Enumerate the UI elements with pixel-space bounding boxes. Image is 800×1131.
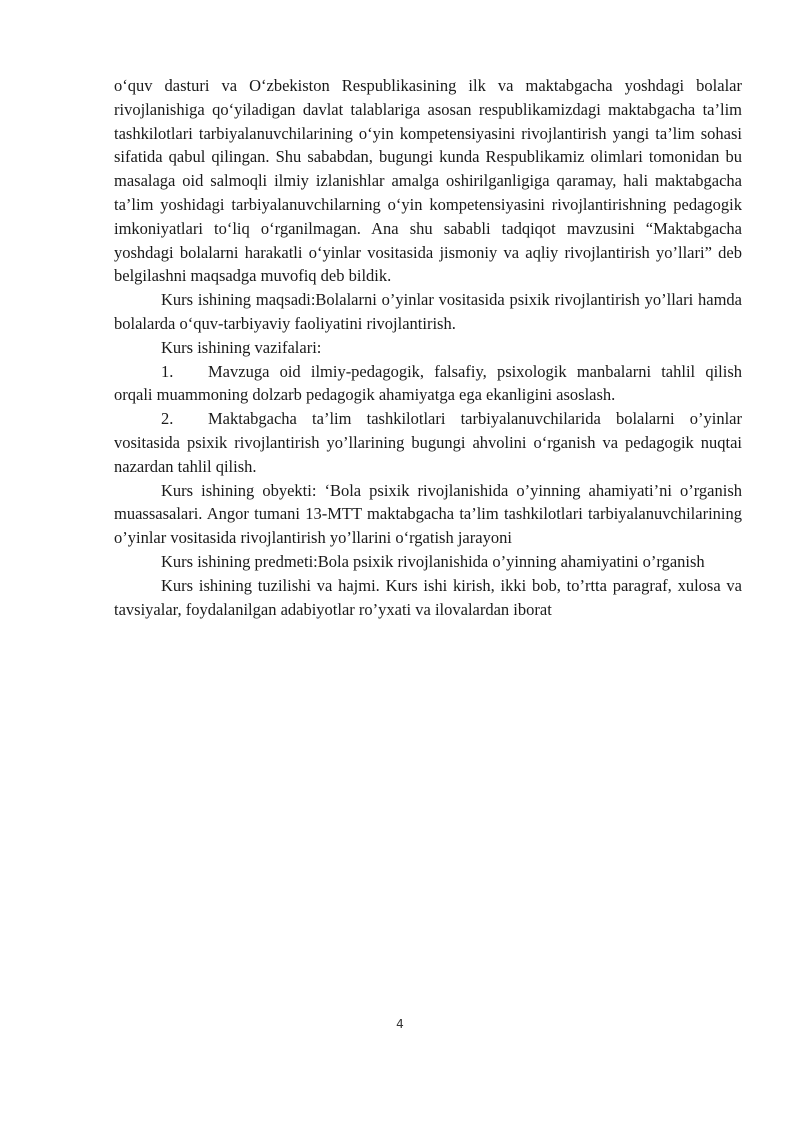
page-number: 4 (396, 1017, 404, 1031)
body-text (114, 74, 742, 621)
task-item-2 (114, 407, 742, 478)
paragraph-tasks-heading: Kurs ishining vazifalari: (161, 337, 322, 357)
paragraph-object: Kurs ishining obyekti: ‘Bola psixik rivojlanishida o’yinning ahamiyati’ni o’rganish muassasalari. Angor tumani 13-MTT maktabgacha ta’lim tashkilotlari tarbiyalanuvchilarining o’yinlar vositasida rivojlantirish yo’llarini o‘rgatish jarayoni (114, 480, 742, 548)
task-text: Maktabgacha ta’lim tashkilotlari tarbiyalanuvchilarida bolalarni o’yinlar vositasida psixik rivojlantirish yo’llarining bugungi ahvolini o‘rganish va pedagogik nuqtai nazardan tahlil qilish. (114, 409, 742, 476)
task-item-1 (114, 360, 742, 408)
task-number: 1. (161, 361, 174, 381)
task-number: 2. (161, 409, 174, 429)
paragraph-structure: Kurs ishining tuzilishi va hajmi. Kurs ishi kirish, ikki bob, to’rtta paragraf, xulosa va tavsiyalar, foydalanilgan adabiyotlar ro’yxati va ilovalardan iborat (114, 575, 742, 619)
paragraph-intro: o‘quv dasturi va O‘zbekiston Respublikasining ilk va maktabgacha yoshdagi bolalar rivojlanishiga qo‘yiladigan davlat talablariga asosan respublikamizdagi maktabgacha ta’lim tashkilotlari tarbiyalanuvchilarining o‘yin kompetensiyasini rivojlantirish yangi ta’lim sohasi sifatida qabul qilingan. Shu sababdan, bugungi kunda Respublikamiz olimlari tomonidan bu masalaga oid salmoqli ilmiy izlanishlar amalga oshirilganligiga qaramay, hali maktabgacha ta’lim yoshidagi tarbiyalanuvchilarning o‘yin kompetensiyasini rivojlantirishning pedagogik imkoniyatlari to‘liq o‘rganilmagan. Ana shu sababli tadqiqot mavzusini “Maktabgacha yoshdagi bolalarni harakatli o‘yinlar vositasida jismoniy va aqliy rivojlantirish yo’llari” deb belgilashni maqsadga muvofiq deb bildik. (114, 76, 742, 286)
paragraph-goal: Kurs ishining maqsadi:Bolalarni o’yinlar vositasida psixik rivojlantirish yo’llari hamda bolalarda o‘quv-tarbiyaviy faoliyatini rivojlantirish. (114, 290, 742, 333)
paragraph-subject: Kurs ishining predmeti:Bola psixik rivojlanishida o’yinning ahamiyatini o’rganish (161, 551, 705, 571)
task-text: Mavzuga oid ilmiy-pedagogik, falsafiy, psixologik manbalarni tahlil qilish orqali muammoning dolzarb pedagogik ahamiyatga ega ekanligini asoslash. (114, 361, 742, 405)
